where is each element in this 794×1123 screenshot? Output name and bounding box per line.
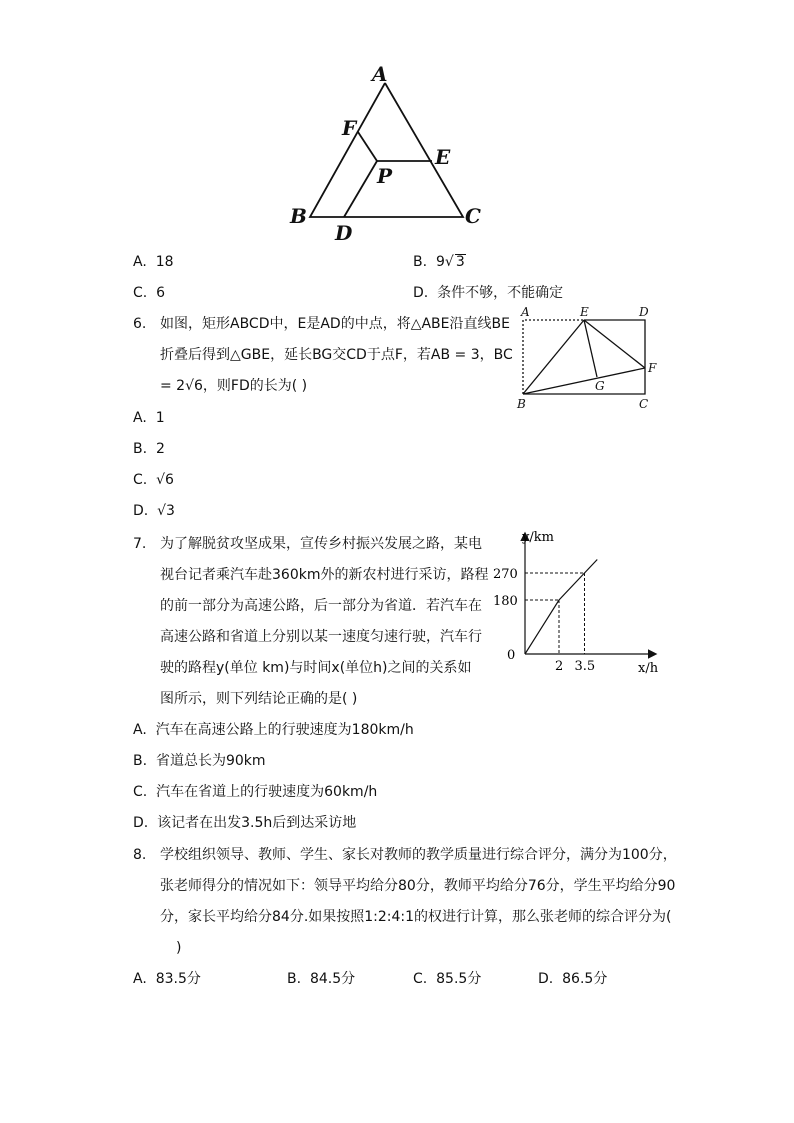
option-text: 省道总长为90km [155,753,266,769]
q6-option-c [133,470,174,490]
triangle-figure [280,60,500,250]
rect-label-b: B [517,397,526,411]
q8-option-b [287,969,355,989]
option-letter: B. [287,971,302,987]
rectangle-figure [512,302,662,414]
option-letter: C. [133,285,148,301]
option-radicand: 3 [455,254,465,270]
option-letter: B. [133,753,148,769]
q5-option-d [413,283,563,303]
option-text: 该记者在出发3.5h后到达采访地 [157,815,357,831]
option-letter: C. [133,472,148,488]
q6-line-2: 折叠后得到△GBE，延长BG交CD于点F，若AB = 3，BC [160,347,513,363]
label-c: C [465,204,481,228]
q7-line-4: 高速公路和省道上分别以某一速度匀速行驶，汽车行 [160,629,482,645]
q6-line-1: 如图，矩形ABCD中，E是AD的中点，将△ABE沿直线BE [160,316,510,332]
option-letter: A. [133,722,147,738]
y-tick-label: 180 [493,594,518,609]
option-text: 84.5分 [309,971,356,987]
q8-number: 8. [133,847,147,863]
q8-option-a [133,969,201,989]
label-a: A [372,62,388,86]
option-text: 条件不够，不能确定 [437,285,564,301]
q7-option-b [133,751,266,771]
option-text: 85.5分 [436,971,482,987]
option-text: 汽车在省道上的行驶速度为60km/h [156,784,378,800]
option-text: 18 [155,254,174,270]
q7-option-c [133,782,377,802]
q8-option-d [538,969,607,989]
q8-option-c [413,969,481,989]
q8-line-3: 分，家长平均给分84分.如果按照1:2:4:1的权进行计算，那么张老师的综合评分为( [160,909,672,925]
option-letter: D. [133,815,149,831]
option-letter: A. [133,971,147,987]
q7-line-1: 为了解脱贫攻坚成果，宣传乡村振兴发展之路，某电 [160,536,482,552]
option-letter: A. [133,254,147,270]
q7-option-d [133,813,356,833]
origin-label: 0 [507,648,516,663]
rect-label-c: C [639,397,649,411]
distance-time-chart [480,520,680,680]
option-letter: C. [413,971,428,987]
q7-line-3: 的前一部分为高速公路，后一部分为省道．若汽车在 [160,598,482,614]
label-f: F [342,116,357,140]
option-text: 汽车在高速公路上的行驶速度为180km/h [155,722,414,738]
q6-line-3: = 2√6，则FD的长为( ) [160,378,308,394]
sqrt-icon: √ [444,254,454,270]
option-coef: 9 [435,254,445,270]
rect-label-e: E [580,305,589,319]
q5-option-a [133,252,174,272]
option-letter: D. [413,285,429,301]
option-letter: A. [133,410,147,426]
x-axis-label: x/h [638,661,659,676]
option-text: 83.5分 [155,971,201,987]
x-tick-label: 2 [555,659,564,674]
q6-option-a [133,408,165,428]
option-text: √3 [157,503,175,519]
label-p: P [377,164,393,188]
q8-line-1: 学校组织领导、教师、学生、家长对教师的教学质量进行综合评分，满分为100分， [160,847,677,863]
q6-option-b [133,439,165,459]
option-letter: D. [538,971,554,987]
segment-fp [358,132,377,161]
q7-line-6: 图所示，则下列结论正确的是( ) [160,691,358,707]
q6-number: 6. [133,316,147,332]
q7-line-5: 驶的路程y(单位 km)与时间x(单位h)之间的关系如 [160,660,472,676]
rect-label-d: D [639,305,649,319]
q5-option-b [413,252,466,272]
q8-line-4: ) [176,940,182,956]
option-text: 86.5分 [562,971,608,987]
q7-number: 7. [133,536,147,552]
x-tick-label: 3.5 [574,659,596,674]
label-d: D [335,221,353,245]
y-axis-label: y/km [522,530,554,545]
option-text: 2 [155,441,165,457]
option-text: 1 [155,410,165,426]
option-letter: B. [133,441,148,457]
q7-line-2: 视台记者乘汽车赴360km外的新农村进行采访，路程 [160,567,489,583]
q7-option-a [133,720,414,740]
rect-label-g: G [595,379,605,393]
q5-option-c [133,283,165,303]
option-text: 6 [156,285,166,301]
rect-label-a: A [521,305,530,319]
option-letter: D. [133,503,149,519]
rect-outline [523,320,645,394]
option-text: √6 [156,472,174,488]
option-letter: B. [413,254,428,270]
option-letter: C. [133,784,148,800]
q8-line-2: 张老师得分的情况如下：领导平均给分80分，教师平均给分76分，学生平均给分90 [160,878,676,894]
rect-label-f: F [648,361,657,375]
label-e: E [435,145,451,169]
q6-option-d [133,501,175,521]
series-line [525,560,597,655]
segment-pd [344,161,377,217]
label-b: B [290,204,307,228]
y-tick-label: 270 [493,567,518,582]
